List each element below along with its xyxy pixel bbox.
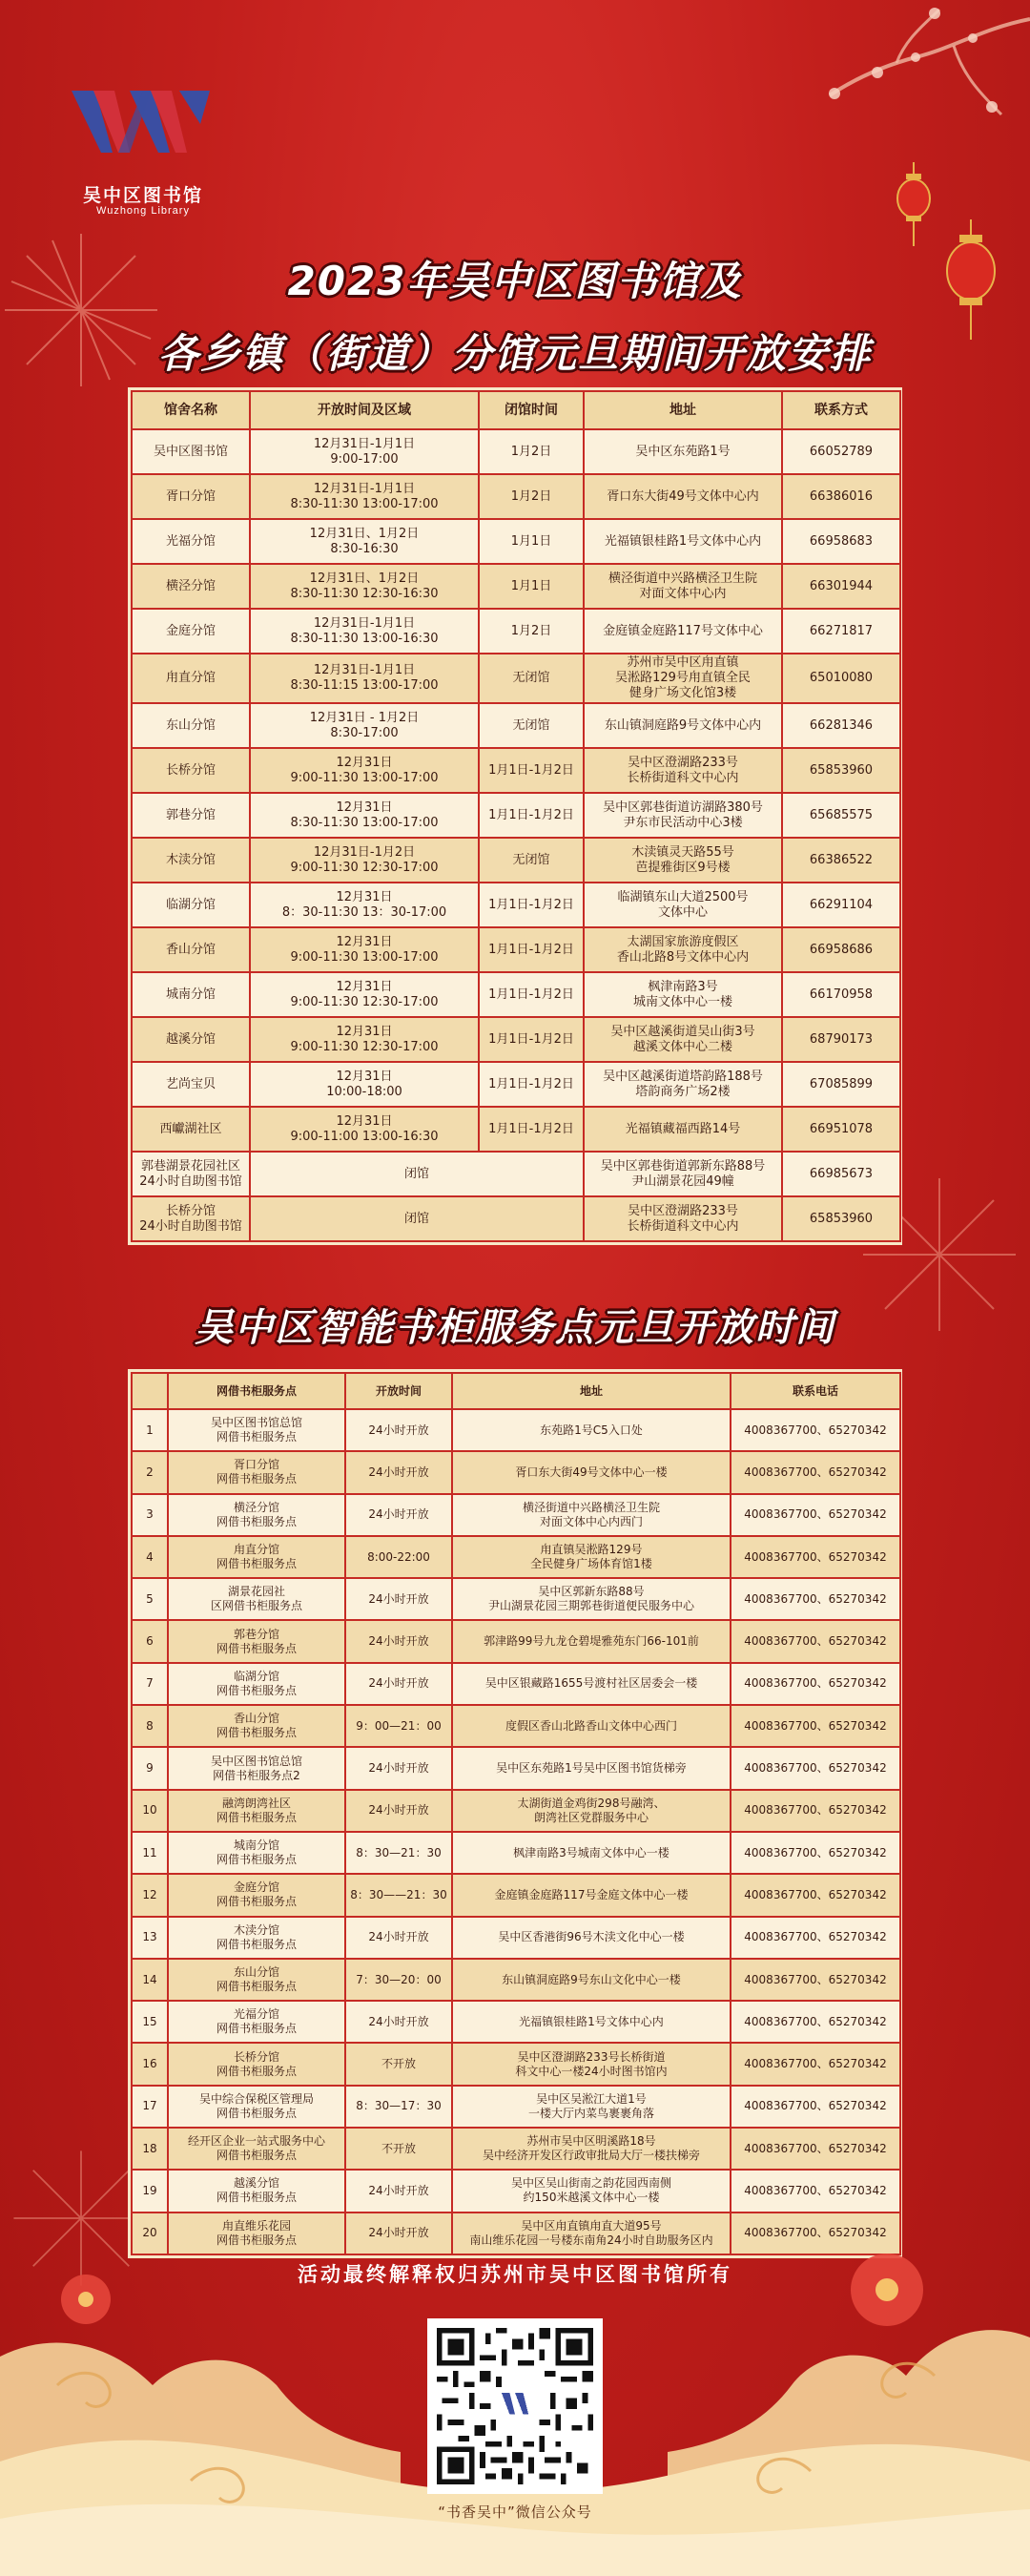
branch-phone: 65853960 — [782, 1196, 900, 1241]
kiosk-phone: 4008367700、65270342 — [731, 1790, 900, 1832]
table-row — [132, 748, 900, 793]
kiosk-address: 吴中区吴山街南之韵花园西南侧 约150米越溪文体中心一楼 — [452, 2170, 731, 2212]
table-row — [132, 609, 900, 654]
branch-name: 吴中区图书馆 — [132, 429, 250, 474]
kiosk-name: 越溪分馆 网借书柜服务点 — [168, 2170, 345, 2212]
branch-hours: 12月31日 9:00-11:00 13:00-16:30 — [250, 1107, 479, 1152]
kiosk-number: 15 — [132, 2001, 168, 2043]
branch-name: 光福分馆 — [132, 519, 250, 564]
branch-name: 长桥分馆 24小时自助图书馆 — [132, 1196, 250, 1241]
table-row — [132, 1536, 900, 1578]
kiosk-phone: 4008367700、65270342 — [731, 1494, 900, 1536]
kiosk-address: 横泾街道中兴路横泾卫生院 对面文体中心内西门 — [452, 1494, 731, 1536]
table-row — [132, 883, 900, 927]
table-row — [132, 2001, 900, 2043]
kiosk-number: 11 — [132, 1832, 168, 1874]
branch-schedule-table — [128, 387, 902, 1245]
table-row — [132, 2170, 900, 2212]
branch-address: 吴中区郭巷街道郭新东路88号 尹山湖景花园49幢 — [584, 1152, 782, 1196]
branch-phone: 66386522 — [782, 838, 900, 883]
logo-name: 吴中区图书馆 — [82, 185, 203, 206]
branch-closed: 1月1日-1月2日 — [479, 748, 584, 793]
branch-phone: 66386016 — [782, 474, 900, 519]
branch-address: 太湖国家旅游度假区 香山北路8号文体中心内 — [584, 927, 782, 972]
kiosk-phone: 4008367700、65270342 — [731, 1451, 900, 1493]
kiosk-name: 吴中区图书馆总馆 网借书柜服务点2 — [168, 1747, 345, 1789]
kiosk-hours: 24小时开放 — [345, 1663, 452, 1705]
branch-name: 长桥分馆 — [132, 748, 250, 793]
kiosk-name: 东山分馆 网借书柜服务点 — [168, 1959, 345, 2001]
kiosk-hours: 24小时开放 — [345, 1917, 452, 1959]
kiosk-phone: 4008367700、65270342 — [731, 1663, 900, 1705]
branch-closed: 1月1日-1月2日 — [479, 1062, 584, 1107]
table-row — [132, 1107, 900, 1152]
footer-note: 活动最终解释权归苏州市吴中区图书馆所有 — [298, 2263, 732, 2286]
branch-phone: 66052789 — [782, 429, 900, 474]
kiosk-name: 横泾分馆 网借书柜服务点 — [168, 1494, 345, 1536]
kiosk-address: 吴中区郭新东路88号 尹山湖景花园三期郭巷街道便民服务中心 — [452, 1578, 731, 1620]
kiosk-number: 12 — [132, 1874, 168, 1916]
kiosk-phone: 4008367700、65270342 — [731, 2212, 900, 2254]
kiosk-address: 吴中区银藏路1655号渡村社区居委会一楼 — [452, 1663, 731, 1705]
branch-name: 艺尚宝贝 — [132, 1062, 250, 1107]
kiosk-address: 东山镇洞庭路9号东山文化中心一楼 — [452, 1959, 731, 2001]
table-row — [132, 1832, 900, 1874]
branch-hours: 12月31日 9:00-11:30 13:00-17:00 — [250, 748, 479, 793]
branch-phone: 66281346 — [782, 703, 900, 748]
branch-address: 苏州市吴中区甪直镇 吴淞路129号甪直镇全民 健身广场文化馆3楼 — [584, 654, 782, 703]
kiosk-hours: 不开放 — [345, 2128, 452, 2170]
branch-hours: 12月31日 8:30-11:30 13:00-17:00 — [250, 793, 479, 838]
branch-closed: 1月1日 — [479, 564, 584, 609]
kiosk-hours: 24小时开放 — [345, 1578, 452, 1620]
kiosk-number: 7 — [132, 1663, 168, 1705]
branch-hours: 闭馆 — [250, 1152, 584, 1196]
table-row — [132, 654, 900, 703]
kiosk-address: 光福镇银桂路1号文体中心内 — [452, 2001, 731, 2043]
branch-phone: 68790173 — [782, 1017, 900, 1062]
kiosk-address: 胥口东大街49号文体中心一楼 — [452, 1451, 731, 1493]
branch-closed: 1月2日 — [479, 609, 584, 654]
kiosk-hours: 8:00-22:00 — [345, 1536, 452, 1578]
branch-closed: 1月1日-1月2日 — [479, 793, 584, 838]
table-row — [132, 474, 900, 519]
table-row — [132, 838, 900, 883]
table-row — [132, 2086, 900, 2128]
branch-address: 吴中区越溪街道塔韵路188号 塔韵商务广场2楼 — [584, 1062, 782, 1107]
branch-address: 胥口东大街49号文体中心内 — [584, 474, 782, 519]
kiosk-name: 城南分馆 网借书柜服务点 — [168, 1832, 345, 1874]
branch-hours: 12月31日 9:00-11:30 12:30-17:00 — [250, 1017, 479, 1062]
kiosk-name: 融湾朗湾社区 网借书柜服务点 — [168, 1790, 345, 1832]
kiosk-number: 8 — [132, 1705, 168, 1747]
kiosk-number: 17 — [132, 2086, 168, 2128]
table-row — [132, 1494, 900, 1536]
table-row — [132, 1959, 900, 2001]
kiosk-name: 香山分馆 网借书柜服务点 — [168, 1705, 345, 1747]
branch-address: 东山镇洞庭路9号文体中心内 — [584, 703, 782, 748]
branch-closed: 1月2日 — [479, 429, 584, 474]
kiosk-address: 太湖街道金鸡街298号融湾、 朗湾社区党群服务中心 — [452, 1790, 731, 1832]
branch-address: 横泾街道中兴路横泾卫生院 对面文体中心内 — [584, 564, 782, 609]
branch-name: 香山分馆 — [132, 927, 250, 972]
kiosk-address: 吴中区吴淞江大道1号 一楼大厅内菜鸟裹裹角落 — [452, 2086, 731, 2128]
branch-hours: 12月31日 8：30-11:30 13：30-17:00 — [250, 883, 479, 927]
kiosk-address: 金庭镇金庭路117号金庭文体中心一楼 — [452, 1874, 731, 1916]
branch-name: 郭巷分馆 — [132, 793, 250, 838]
branch-phone: 67085899 — [782, 1062, 900, 1107]
kiosk-address: 苏州市吴中区明溪路18号 吴中经济开发区行政审批局大厅一楼扶梯旁 — [452, 2128, 731, 2170]
kiosk-hours: 24小时开放 — [345, 1451, 452, 1493]
kiosk-hours: 9：00—21：00 — [345, 1705, 452, 1747]
branch-hours: 12月31日-1月1日 8:30-11:30 13:00-16:30 — [250, 609, 479, 654]
branch-closed: 无闭馆 — [479, 654, 584, 703]
kiosk-hours: 24小时开放 — [345, 1620, 452, 1662]
branch-phone: 65010080 — [782, 654, 900, 703]
column-header-col-phone: 联系方式 — [782, 391, 900, 429]
kiosk-number: 3 — [132, 1494, 168, 1536]
branch-closed: 1月1日 — [479, 519, 584, 564]
branch-address: 枫津南路3号 城南文体中心一楼 — [584, 972, 782, 1017]
column-header-col-address: 地址 — [584, 391, 782, 429]
table-row — [132, 927, 900, 972]
kiosk-number: 4 — [132, 1536, 168, 1578]
branch-name: 越溪分馆 — [132, 1017, 250, 1062]
qr-code-icon — [437, 2328, 593, 2484]
table-row — [132, 972, 900, 1017]
kiosk-number: 10 — [132, 1790, 168, 1832]
kiosk-name: 临湖分馆 网借书柜服务点 — [168, 1663, 345, 1705]
table-row — [132, 1062, 900, 1107]
branch-address: 吴中区郭巷街道访湖路380号 尹东市民活动中心3楼 — [584, 793, 782, 838]
kiosk-number: 14 — [132, 1959, 168, 2001]
kiosk-address: 吴中区香港街96号木渎文化中心一楼 — [452, 1917, 731, 1959]
branch-phone: 65685575 — [782, 793, 900, 838]
kiosk-number: 1 — [132, 1409, 168, 1451]
kiosk-phone: 4008367700、65270342 — [731, 1874, 900, 1916]
kiosk-hours: 24小时开放 — [345, 1494, 452, 1536]
kiosk-hours: 7：30—20：00 — [345, 1959, 452, 2001]
kiosk-phone: 4008367700、65270342 — [731, 2170, 900, 2212]
kiosk-number: 2 — [132, 1451, 168, 1493]
kiosk-address: 枫津南路3号城南文体中心一楼 — [452, 1832, 731, 1874]
kiosk-phone: 4008367700、65270342 — [731, 1917, 900, 1959]
branch-address: 金庭镇金庭路117号文体中心 — [584, 609, 782, 654]
branch-name: 临湖分馆 — [132, 883, 250, 927]
kiosk-address: 东苑路1号C5入口处 — [452, 1409, 731, 1451]
section-title-kiosks: 吴中区智能书柜服务点元旦开放时间 — [195, 1306, 835, 1350]
kiosk-phone: 4008367700、65270342 — [731, 1959, 900, 2001]
branch-hours: 12月31日 - 1月2日 8:30-17:00 — [250, 703, 479, 748]
kiosk-name: 光福分馆 网借书柜服务点 — [168, 2001, 345, 2043]
branch-phone: 66951078 — [782, 1107, 900, 1152]
logo-english-name: Wuzhong Library — [96, 205, 190, 217]
table-header-row — [132, 391, 900, 429]
kiosk-name: 甪直分馆 网借书柜服务点 — [168, 1536, 345, 1578]
kiosk-address: 郭津路99号九龙仓碧堤雅苑东门66-101前 — [452, 1620, 731, 1662]
kiosk-number: 20 — [132, 2212, 168, 2254]
branch-name: 郭巷湖景花园社区 24小时自助图书馆 — [132, 1152, 250, 1196]
kiosk-address: 吴中区甪直镇甪直大道95号 南山维乐花园一号楼东南角24小时自助服务区内 — [452, 2212, 731, 2254]
branch-closed: 无闭馆 — [479, 838, 584, 883]
kiosk-hours: 24小时开放 — [345, 2001, 452, 2043]
table-row — [132, 1152, 900, 1196]
kiosk-hours: 24小时开放 — [345, 1790, 452, 1832]
qr-caption: “书香吴中”微信公众号 — [438, 2503, 592, 2521]
branch-address: 吴中区越溪街道吴山街3号 越溪文体中心二楼 — [584, 1017, 782, 1062]
branch-phone: 66985673 — [782, 1152, 900, 1196]
branch-name: 城南分馆 — [132, 972, 250, 1017]
kiosk-name: 长桥分馆 网借书柜服务点 — [168, 2043, 345, 2085]
column-header-col-hours: 开放时间 — [345, 1373, 452, 1409]
column-header-col-closed: 闭馆时间 — [479, 391, 584, 429]
qr-code[interactable] — [427, 2318, 603, 2494]
column-header-col-hours: 开放时间及区域 — [250, 391, 479, 429]
kiosk-hours: 8：30—17：30 — [345, 2086, 452, 2128]
kiosk-phone: 4008367700、65270342 — [731, 2128, 900, 2170]
table-row — [132, 429, 900, 474]
kiosk-phone: 4008367700、65270342 — [731, 1409, 900, 1451]
table-row — [132, 1196, 900, 1241]
column-header-col-address: 地址 — [452, 1373, 731, 1409]
branch-address: 吴中区东苑路1号 — [584, 429, 782, 474]
table-row — [132, 2043, 900, 2085]
branch-address: 吴中区澄湖路233号 长桥街道科文中心内 — [584, 748, 782, 793]
branch-closed: 1月1日-1月2日 — [479, 1107, 584, 1152]
kiosk-phone: 4008367700、65270342 — [731, 1705, 900, 1747]
table-row — [132, 1620, 900, 1662]
kiosk-name: 湖景花园社 区网借书柜服务点 — [168, 1578, 345, 1620]
kiosk-address: 甪直镇吴淞路129号 全民健身广场体育馆1楼 — [452, 1536, 731, 1578]
branch-name: 金庭分馆 — [132, 609, 250, 654]
column-header-col-no — [132, 1373, 168, 1409]
kiosk-phone: 4008367700、65270342 — [731, 1620, 900, 1662]
kiosk-phone: 4008367700、65270342 — [731, 2001, 900, 2043]
branch-name: 东山分馆 — [132, 703, 250, 748]
kiosk-number: 5 — [132, 1578, 168, 1620]
kiosk-schedule-table — [128, 1369, 902, 2258]
kiosk-phone: 4008367700、65270342 — [731, 1832, 900, 1874]
kiosk-number: 13 — [132, 1917, 168, 1959]
branch-hours: 12月31日、1月2日 8:30-16:30 — [250, 519, 479, 564]
kiosk-phone: 4008367700、65270342 — [731, 1747, 900, 1789]
column-header-col-name: 馆舍名称 — [132, 391, 250, 429]
branch-hours: 12月31日、1月2日 8:30-11:30 12:30-16:30 — [250, 564, 479, 609]
branch-address: 吴中区澄湖路233号 长桥街道科文中心内 — [584, 1196, 782, 1241]
kiosk-number: 16 — [132, 2043, 168, 2085]
branch-phone: 65853960 — [782, 748, 900, 793]
branch-hours: 12月31日-1月2日 9:00-11:30 12:30-17:00 — [250, 838, 479, 883]
column-header-col-kiosk: 网借书柜服务点 — [168, 1373, 345, 1409]
branch-hours: 12月31日 10:00-18:00 — [250, 1062, 479, 1107]
column-header-col-phone: 联系电话 — [731, 1373, 900, 1409]
branch-address: 光福镇银桂路1号文体中心内 — [584, 519, 782, 564]
table-row — [132, 1790, 900, 1832]
kiosk-phone: 4008367700、65270342 — [731, 2043, 900, 2085]
branch-address: 临湖镇东山大道2500号 文体中心 — [584, 883, 782, 927]
branch-phone: 66301944 — [782, 564, 900, 609]
page-title-line-1: 2023年吴中区图书馆及 — [287, 258, 743, 304]
branch-closed: 1月1日-1月2日 — [479, 1017, 584, 1062]
kiosk-address: 吴中区东苑路1号吴中区图书馆货梯旁 — [452, 1747, 731, 1789]
table-row — [132, 703, 900, 748]
kiosk-hours: 8：30—21：30 — [345, 1832, 452, 1874]
kiosk-hours: 不开放 — [345, 2043, 452, 2085]
kiosk-address: 吴中区澄湖路233号长桥街道 科文中心一楼24小时图书馆内 — [452, 2043, 731, 2085]
branch-phone: 66291104 — [782, 883, 900, 927]
branch-phone: 66958686 — [782, 927, 900, 972]
table-row — [132, 2128, 900, 2170]
table-header-row — [132, 1373, 900, 1409]
branch-address: 木渎镇灵天路55号 芭提雅街区9号楼 — [584, 838, 782, 883]
table-row — [132, 564, 900, 609]
table-row — [132, 1017, 900, 1062]
branch-closed: 1月1日-1月2日 — [479, 972, 584, 1017]
branch-phone: 66271817 — [782, 609, 900, 654]
table-row — [132, 1917, 900, 1959]
kiosk-hours: 24小时开放 — [345, 2212, 452, 2254]
table-row — [132, 1663, 900, 1705]
kiosk-name: 金庭分馆 网借书柜服务点 — [168, 1874, 345, 1916]
table-row — [132, 1409, 900, 1451]
kiosk-number: 6 — [132, 1620, 168, 1662]
branch-name: 木渎分馆 — [132, 838, 250, 883]
kiosk-name: 吴中区图书馆总馆 网借书柜服务点 — [168, 1409, 345, 1451]
kiosk-name: 胥口分馆 网借书柜服务点 — [168, 1451, 345, 1493]
kiosk-address: 度假区香山北路香山文体中心西门 — [452, 1705, 731, 1747]
branch-hours: 12月31日-1月1日 9:00-17:00 — [250, 429, 479, 474]
branch-name: 横泾分馆 — [132, 564, 250, 609]
table-row — [132, 1874, 900, 1916]
kiosk-hours: 24小时开放 — [345, 1747, 452, 1789]
table-row — [132, 1451, 900, 1493]
kiosk-hours: 24小时开放 — [345, 2170, 452, 2212]
plum-branch-icon — [744, 0, 1030, 181]
kiosk-hours: 8：30——21：30 — [345, 1874, 452, 1916]
kiosk-hours: 24小时开放 — [345, 1409, 452, 1451]
table-row — [132, 519, 900, 564]
branch-hours: 12月31日-1月1日 8:30-11:30 13:00-17:00 — [250, 474, 479, 519]
table-row — [132, 1747, 900, 1789]
branch-address: 光福镇藏福西路14号 — [584, 1107, 782, 1152]
branch-name: 西巘湖社区 — [132, 1107, 250, 1152]
branch-phone: 66958683 — [782, 519, 900, 564]
table-row — [132, 1705, 900, 1747]
branch-hours: 12月31日-1月1日 8:30-11:15 13:00-17:00 — [250, 654, 479, 703]
branch-name: 甪直分馆 — [132, 654, 250, 703]
branch-hours: 闭馆 — [250, 1196, 584, 1241]
kiosk-phone: 4008367700、65270342 — [731, 1536, 900, 1578]
branch-hours: 12月31日 9:00-11:30 12:30-17:00 — [250, 972, 479, 1017]
branch-hours: 12月31日 9:00-11:30 13:00-17:00 — [250, 927, 479, 972]
kiosk-name: 经开区企业一站式服务中心 网借书柜服务点 — [168, 2128, 345, 2170]
branch-closed: 1月1日-1月2日 — [479, 883, 584, 927]
branch-closed: 1月1日-1月2日 — [479, 927, 584, 972]
table-row — [132, 1578, 900, 1620]
kiosk-number: 9 — [132, 1747, 168, 1789]
kiosk-name: 郭巷分馆 网借书柜服务点 — [168, 1620, 345, 1662]
kiosk-phone: 4008367700、65270342 — [731, 2086, 900, 2128]
branch-name: 胥口分馆 — [132, 474, 250, 519]
branch-closed: 1月2日 — [479, 474, 584, 519]
kiosk-name: 甪直维乐花园 网借书柜服务点 — [168, 2212, 345, 2254]
kiosk-phone: 4008367700、65270342 — [731, 1578, 900, 1620]
branch-phone: 66170958 — [782, 972, 900, 1017]
page-title-line-2: 各乡镇（街道）分馆元旦期间开放安排 — [157, 330, 872, 377]
lantern-icon — [895, 162, 933, 248]
kiosk-name: 吴中综合保税区管理局 网借书柜服务点 — [168, 2086, 345, 2128]
branch-closed: 无闭馆 — [479, 703, 584, 748]
kiosk-number: 18 — [132, 2128, 168, 2170]
table-row — [132, 793, 900, 838]
kiosk-name: 木渎分馆 网借书柜服务点 — [168, 1917, 345, 1959]
kiosk-number: 19 — [132, 2170, 168, 2212]
